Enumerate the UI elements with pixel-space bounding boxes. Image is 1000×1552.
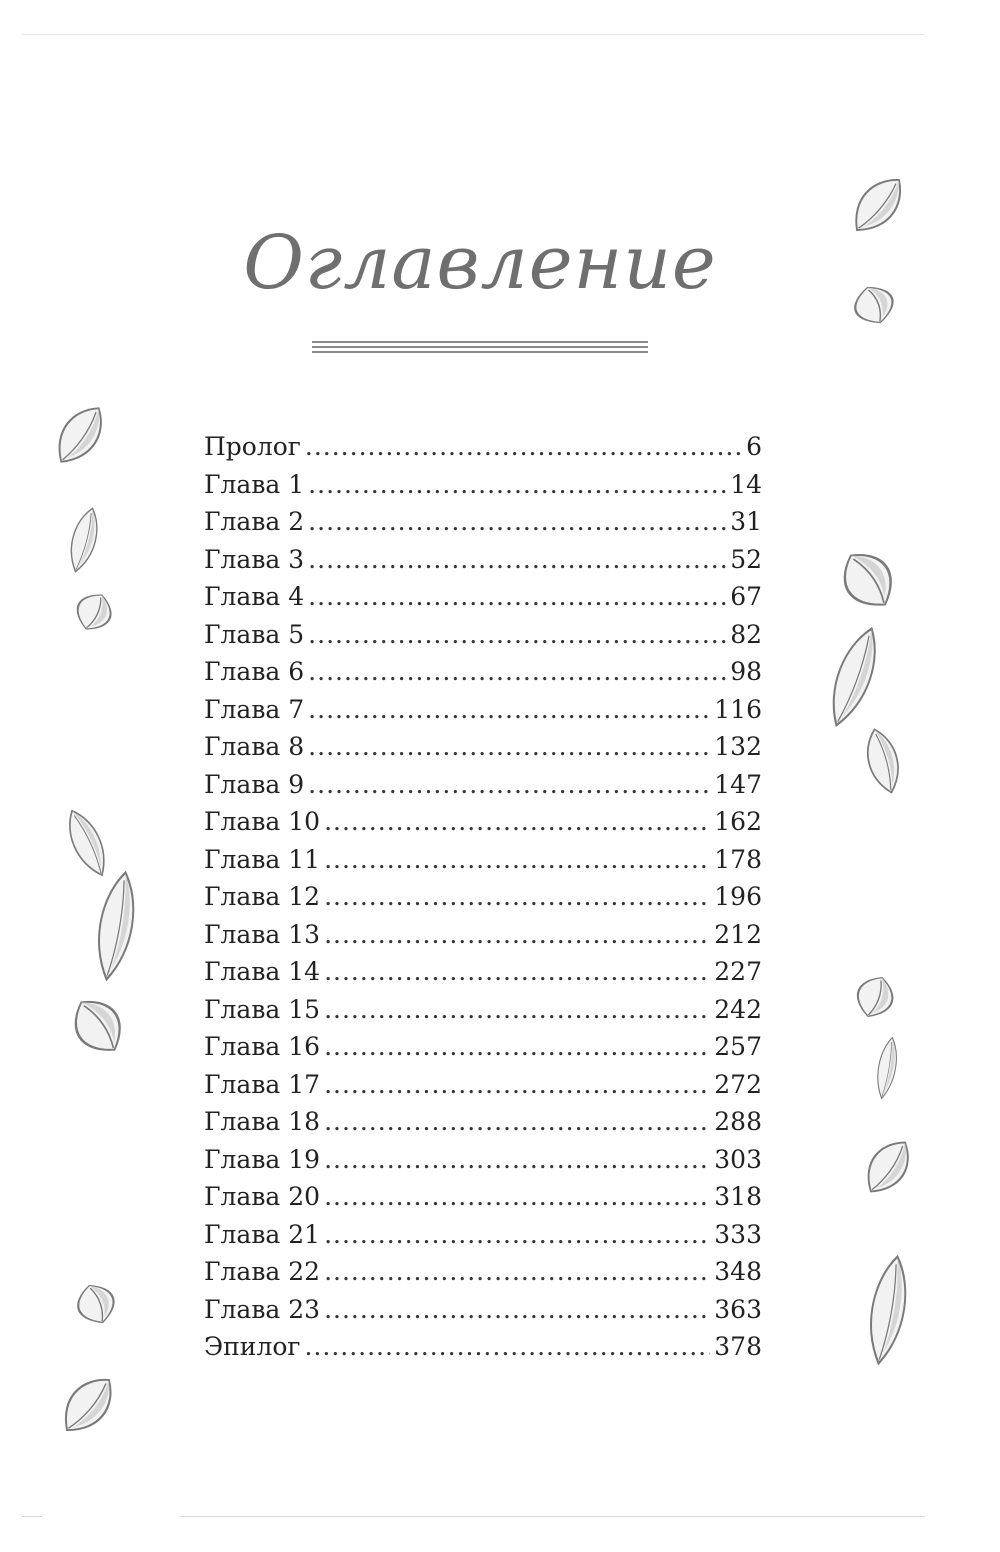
toc-entry	[204, 1178, 762, 1216]
toc-leader-dots	[324, 1216, 710, 1254]
toc-entry-page: 378	[714, 1332, 762, 1361]
leaf-icon	[848, 170, 908, 240]
toc-entry-page: 272	[714, 1069, 762, 1099]
toc-leader-dots	[324, 878, 710, 916]
toc-leader-dots	[324, 1028, 710, 1066]
toc-leader-dots	[324, 1103, 710, 1141]
toc-entry-label: Глава 12	[204, 882, 321, 911]
toc-leader-dots	[324, 953, 710, 991]
toc-entry	[204, 878, 762, 916]
toc-leader-dots	[308, 503, 726, 541]
toc-entry-page: 132	[714, 732, 762, 761]
page-title: Оглавление	[243, 220, 717, 306]
toc-entry-page: 242	[714, 994, 762, 1024]
toc-entry-page: 67	[730, 582, 762, 611]
leaf-icon	[64, 592, 124, 632]
leaf-icon	[56, 1370, 120, 1440]
toc-entry-page: 348	[714, 1257, 762, 1286]
toc-entry-label: Глава 2	[204, 507, 305, 536]
toc-leader-dots	[324, 1141, 710, 1179]
toc-leader-dots	[324, 1253, 710, 1291]
leaf-icon	[64, 1283, 128, 1325]
title-underline	[312, 341, 648, 356]
toc-leader-dots	[324, 991, 710, 1029]
table-of-contents	[204, 428, 762, 1366]
toc-leader-dots	[308, 541, 726, 579]
toc-entry	[204, 766, 762, 804]
toc-entry	[204, 616, 762, 654]
toc-entry-page: 212	[714, 919, 762, 949]
toc-entry	[204, 1328, 762, 1366]
toc-entry-page: 363	[714, 1294, 762, 1324]
toc-entry-page: 116	[714, 694, 762, 724]
leaf-icon	[872, 1035, 902, 1101]
toc-leader-dots	[324, 1291, 710, 1329]
toc-entry-page: 147	[714, 769, 762, 799]
toc-entry-page: 196	[714, 882, 762, 911]
toc-entry	[204, 841, 762, 879]
leaf-icon	[88, 868, 144, 984]
toc-entry	[204, 1253, 762, 1291]
toc-entry	[204, 1066, 762, 1104]
toc-entry-label: Пролог	[204, 432, 301, 461]
toc-leader-dots	[324, 841, 710, 879]
toc-leader-dots	[324, 916, 710, 954]
toc-entry	[204, 953, 762, 991]
toc-entry-page: 31	[730, 507, 762, 536]
toc-leader-dots	[308, 766, 710, 804]
toc-entry-label: Глава 9	[204, 769, 305, 799]
toc-entry	[204, 916, 762, 954]
leaf-icon	[858, 726, 908, 796]
toc-entry-page: 333	[714, 1219, 762, 1249]
bottom-rule-left	[22, 1516, 42, 1517]
leaf-icon	[860, 1252, 916, 1368]
toc-entry	[204, 541, 762, 579]
toc-leader-dots	[324, 803, 710, 841]
toc-entry-label: Глава 15	[204, 994, 321, 1024]
toc-entry-label: Глава 20	[204, 1182, 321, 1211]
toc-entry-label: Глава 7	[204, 694, 305, 724]
leaf-icon	[826, 622, 882, 732]
toc-entry-page: 318	[714, 1182, 762, 1211]
toc-entry	[204, 1291, 762, 1329]
leaf-icon	[60, 995, 136, 1057]
toc-entry-label: Глава 8	[204, 732, 305, 761]
toc-entry	[204, 466, 762, 504]
leaf-icon	[828, 548, 908, 612]
toc-entry-page: 14	[730, 469, 762, 499]
toc-leader-dots	[324, 1066, 710, 1104]
leaf-icon	[844, 975, 906, 1019]
toc-leader-dots	[308, 616, 726, 654]
toc-entry-label: Глава 17	[204, 1069, 321, 1099]
toc-entry-label: Глава 19	[204, 1144, 321, 1174]
toc-leader-dots	[308, 653, 726, 691]
toc-entry-label: Глава 23	[204, 1294, 321, 1324]
toc-entry	[204, 1028, 762, 1066]
toc-leader-dots	[308, 466, 726, 504]
toc-entry-label: Глава 22	[204, 1257, 321, 1286]
toc-entry	[204, 1216, 762, 1254]
toc-leader-dots	[305, 428, 742, 466]
toc-entry-label: Эпилог	[204, 1332, 301, 1361]
toc-entry-label: Глава 10	[204, 807, 321, 836]
toc-entry	[204, 991, 762, 1029]
toc-entry-label: Глава 1	[204, 469, 305, 499]
toc-leader-dots	[308, 578, 726, 616]
leaf-icon	[840, 285, 908, 325]
toc-entry-label: Глава 18	[204, 1107, 321, 1136]
toc-entry-page: 178	[714, 844, 762, 874]
toc-entry-page: 52	[730, 544, 762, 574]
toc-entry-label: Глава 21	[204, 1219, 321, 1249]
toc-leader-dots	[304, 1328, 710, 1366]
toc-leader-dots	[308, 728, 710, 766]
toc-leader-dots	[324, 1178, 710, 1216]
toc-entry	[204, 653, 762, 691]
toc-entry-label: Глава 6	[204, 657, 305, 686]
toc-entry-label: Глава 13	[204, 919, 321, 949]
toc-entry-label: Глава 11	[204, 844, 321, 874]
toc-entry	[204, 578, 762, 616]
toc-entry	[204, 691, 762, 729]
toc-entry-page: 98	[730, 657, 762, 686]
toc-entry-label: Глава 4	[204, 582, 305, 611]
toc-entry-page: 6	[746, 432, 762, 461]
top-rule	[22, 34, 924, 35]
toc-entry-label: Глава 3	[204, 544, 305, 574]
toc-entry-page: 288	[714, 1107, 762, 1136]
toc-entry-page: 82	[730, 619, 762, 649]
toc-entry	[204, 428, 762, 466]
toc-entry-page: 227	[714, 957, 762, 986]
toc-leader-dots	[308, 691, 710, 729]
toc-entry	[204, 1103, 762, 1141]
toc-entry-label: Глава 14	[204, 957, 321, 986]
toc-entry-page: 303	[714, 1144, 762, 1174]
toc-entry	[204, 728, 762, 766]
toc-entry-page: 162	[714, 807, 762, 836]
toc-entry	[204, 503, 762, 541]
toc-entry-label: Глава 5	[204, 619, 305, 649]
toc-entry-page: 257	[714, 1032, 762, 1061]
leaf-icon	[858, 1135, 918, 1199]
bottom-rule	[180, 1516, 925, 1517]
leaf-icon	[50, 400, 110, 470]
leaf-icon	[64, 505, 104, 575]
toc-entry	[204, 1141, 762, 1179]
toc-entry	[204, 803, 762, 841]
toc-entry-label: Глава 16	[204, 1032, 321, 1061]
